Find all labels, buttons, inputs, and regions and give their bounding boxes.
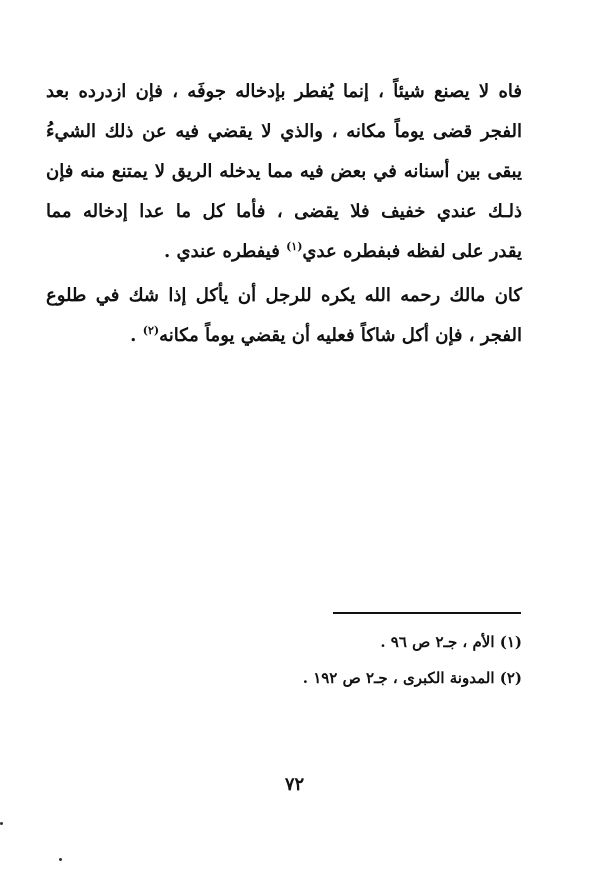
- paragraph-2: [46, 276, 522, 356]
- text-segment: يقدر على لفظه فبفطره عدي: [302, 241, 522, 262]
- footnote-separator: [333, 612, 521, 614]
- footnote-1: (١) الأم ، جـ٢ ص ٩٦ .: [380, 633, 522, 651]
- footnote-2: (٢) المدونة الكبرى ، جـ٢ ص ١٩٢ .: [302, 669, 522, 687]
- text-line: ذلـك عندي خفيف فلا يقضى ، فأما كل ما عدا إدخاله مما: [46, 201, 522, 222]
- footnotes: [46, 624, 522, 696]
- paragraph-1: [46, 72, 522, 272]
- scan-speck: [59, 858, 62, 861]
- text-line: فاه لا يصنع شيئاً ، إنما يُفطر بإدخاله جوفَه ، فإن ازدرده بعد: [46, 81, 522, 102]
- text-segment: الفجر ، فإن أكل شاكاً فعليه أن يقضي يوماً مكانه: [159, 325, 522, 346]
- text-segment: فيفطره عندي .: [164, 241, 287, 262]
- text-segment: .: [130, 325, 143, 346]
- text-line-last: [46, 316, 522, 356]
- page-number: ٧٢: [284, 774, 305, 795]
- footnote-marker-2: (٢): [142, 324, 160, 337]
- text-line: كان مالك رحمه الله يكره للرجل أن يأكل إذا شك في طلوع: [46, 285, 522, 306]
- text-line: يبقى بين أسنانه في بعض فيه مما يدخله الريق لا يمتنع منه فإن: [46, 161, 522, 182]
- footnote-marker-1: (١): [286, 240, 303, 253]
- text-line-last: [46, 232, 522, 272]
- text-line: الفجر قضى يوماً مكانه ، والذي لا يقضي فيه عن ذلك الشيءُ: [46, 121, 522, 142]
- scan-speck: [0, 822, 3, 825]
